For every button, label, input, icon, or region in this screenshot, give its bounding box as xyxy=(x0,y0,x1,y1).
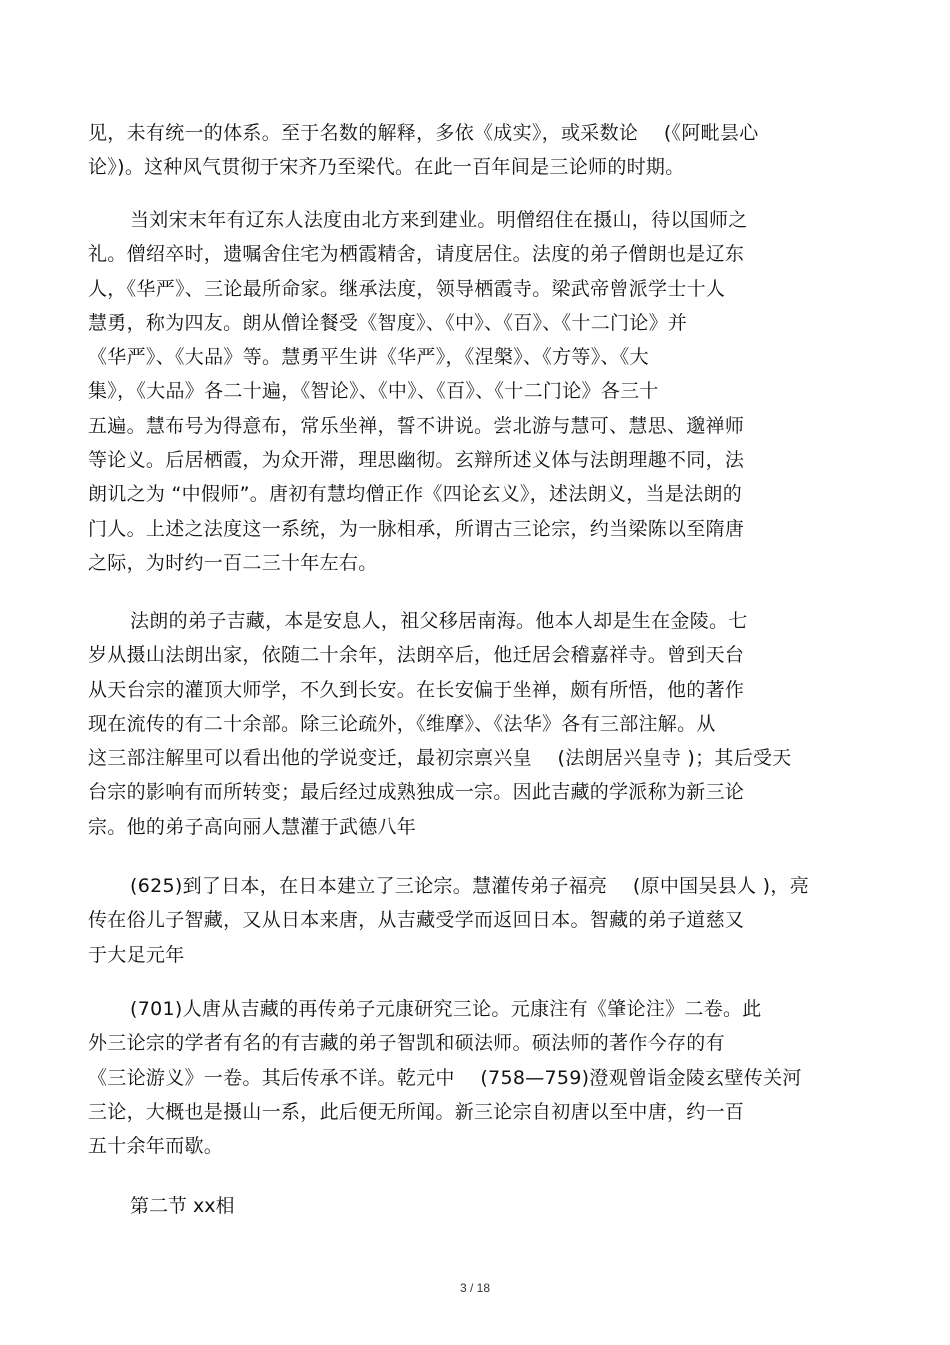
text-line: 现在流传的有二十余部。除三论疏外，《维摩》、《法华》各有三部注解。从 xyxy=(88,712,716,735)
text-line: 从天台宗的灌顶大师学，不久到长安。在长安偏于坐禅，颇有所悟，他的著作 xyxy=(88,678,745,701)
text-line: 台宗的影响有而所转变；最后经过成熟独成一宗。因此吉藏的学派称为新三论 xyxy=(88,781,745,804)
text-line: 之际，为时约一百二三十年左右。 xyxy=(88,551,378,574)
text-line: 集》，《大品》各二十遍，《智论》、《中》、《百》、《十二门论》各三十 xyxy=(88,380,659,403)
text-line: 等论义。后居栖霞，为众开滞，理思幽彻。玄辩所述义体与法朗理趣不同，法 xyxy=(88,449,745,472)
text-line: 于大足元年 xyxy=(88,943,185,966)
paragraph-1 xyxy=(88,116,878,185)
text-line: 慧勇，称为四友。朗从僧诠餐受《智度》、《中》、《百》、《十二门论》并 xyxy=(88,311,688,334)
text-line: 门人。上述之法度这一系统，为一脉相承，所谓古三论宗，约当梁陈以至隋唐 xyxy=(88,517,745,540)
text-line: 这三部注解里可以看出他的学说变迁，最初宗禀兴皇 (法朗居兴皇寺 )；其后受天 xyxy=(88,747,792,770)
text-line: 五遍。慧布号为得意布，常乐坐禅，誓不讲说。尝北游与慧可、慧思、邈禅师 xyxy=(88,414,745,437)
text-line: (701)人唐从吉藏的再传弟子元康研究三论。元康注有《肇论注》二卷。此 xyxy=(130,998,762,1020)
page-number: 3 / 18 xyxy=(459,1281,491,1295)
text-line: 《三论游义》一卷。其后传承不详。乾元中 (758—759)澄观曾诣金陵玄壁传关河 xyxy=(88,1066,802,1089)
paragraph-4 xyxy=(88,869,878,972)
paragraph-2 xyxy=(88,203,878,580)
text-line: 见，未有统一的体系。至于名数的解释，多依《成实》，或采数论 (《阿毗昙心 xyxy=(88,122,759,144)
paragraph-5 xyxy=(88,992,878,1163)
text-line: 礼。僧绍卒时，遗嘱舍住宅为栖霞精舍，请度居住。法度的弟子僧朗也是辽东 xyxy=(88,243,745,266)
text-line: 朗讥之为 “中假师”。唐初有慧均僧正作《四论玄义》，述法朗义，当是法朗的 xyxy=(88,483,743,506)
text-line: 三论，大概也是摄山一系，此后便无所闻。新三论宗自初唐以至中唐，约一百 xyxy=(88,1100,745,1123)
text-line: 论》)。这种风气贯彻于宋齐乃至梁代。在此一百年间是三论师的时期。 xyxy=(88,156,685,179)
text-line: 当刘宋末年有辽东人法度由北方来到建业。明僧绍住在摄山，待以国师之 xyxy=(130,209,748,231)
text-line: 法朗的弟子吉藏，本是安息人，祖父移居南海。他本人却是生在金陵。七 xyxy=(130,610,748,632)
text-line: 宗。他的弟子高向丽人慧灌于武德八年 xyxy=(88,815,417,838)
section-heading: 第二节 xx相 xyxy=(130,1195,235,1217)
text-line: 《华严》、《大品》等。慧勇平生讲《华严》，《涅槃》、《方等》、《大 xyxy=(88,346,649,369)
paragraph-3 xyxy=(88,604,878,844)
text-line: 外三论宗的学者有名的有吉藏的弟子智凯和硕法师。硕法师的著作今存的有 xyxy=(88,1032,725,1055)
text-line: 五十余年而歇。 xyxy=(88,1135,224,1158)
text-line: 传在俗儿子智藏，又从日本来唐，从吉藏受学而返回日本。智藏的弟子道慈又 xyxy=(88,909,745,932)
text-line: 岁从摄山法朗出家，依随二十余年，法朗卒后，他迁居会稽嘉祥寺。曾到天台 xyxy=(88,644,745,667)
text-line: (625)到了日本，在日本建立了三论宗。慧灌传弟子福亮 (原中国吴县人 )，亮 xyxy=(130,875,809,897)
text-line: 人，《华严》、三论最所命家。继承法度，领导栖霞寺。梁武帝曾派学士十人 xyxy=(88,277,726,300)
